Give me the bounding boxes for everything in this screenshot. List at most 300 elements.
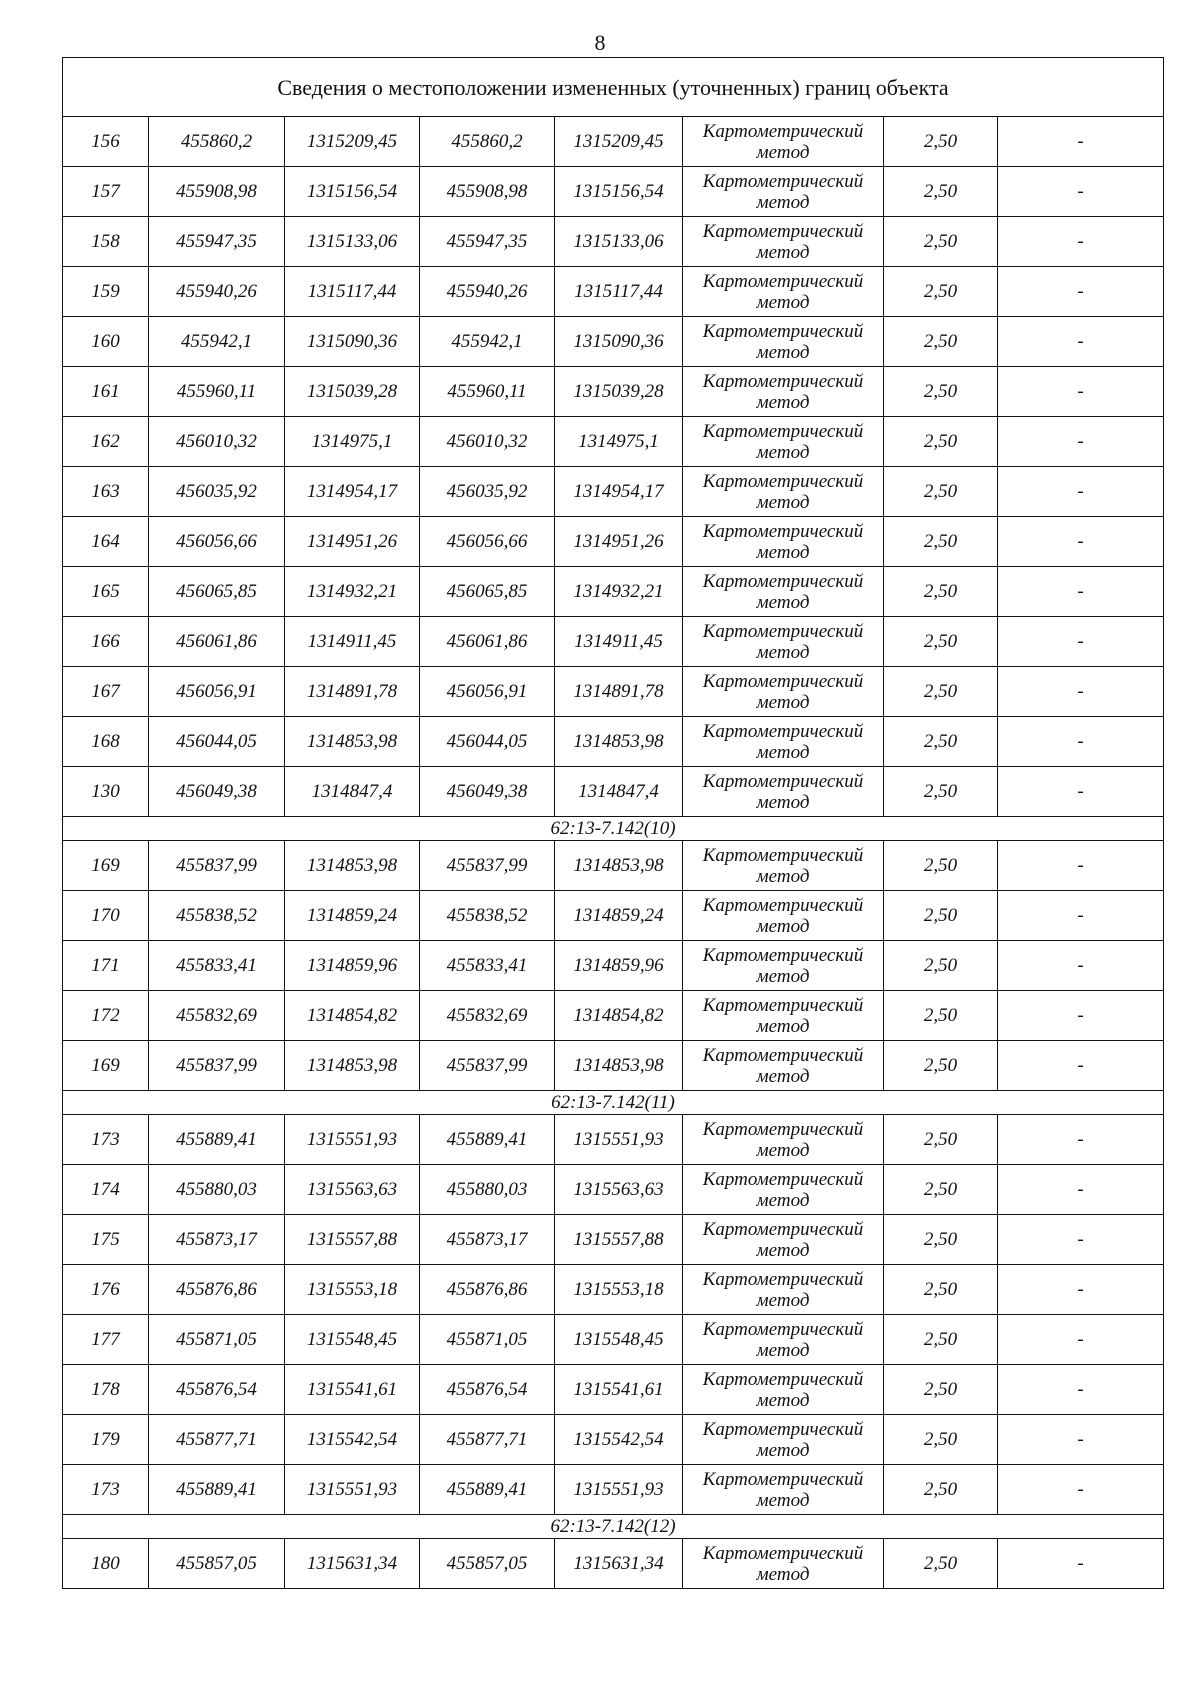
method-line-2: метод (756, 241, 810, 263)
old-y-cell: 1314847,4 (285, 767, 420, 817)
method-line-1: Картометрический (702, 620, 864, 642)
method-line-2: метод (756, 791, 810, 813)
old-y-cell: 1314975,1 (285, 417, 420, 467)
point-number-cell: 170 (63, 891, 149, 941)
point-number-cell: 157 (63, 167, 149, 217)
description-cell: - (998, 891, 1164, 941)
new-x-cell: 455942,1 (420, 317, 555, 367)
page-number: 8 (594, 30, 606, 55)
method-line-1: Картометрический (702, 1368, 864, 1390)
method-cell (683, 1041, 884, 1091)
table-row (63, 517, 1164, 567)
table-row (63, 317, 1164, 367)
description-cell: - (998, 1215, 1164, 1265)
old-y-cell: 1314853,98 (285, 1041, 420, 1091)
old-x-cell: 455833,41 (149, 941, 285, 991)
method-line-2: метод (756, 391, 810, 413)
method-line-2: метод (756, 1389, 810, 1411)
method-cell (683, 417, 884, 467)
description-cell: - (998, 467, 1164, 517)
method-line-1: Картометрический (702, 220, 864, 242)
old-x-cell: 455832,69 (149, 991, 285, 1041)
description-cell: - (998, 1265, 1164, 1315)
section-label: 62:13-7.142(11) (63, 1091, 1164, 1115)
method-line-1: Картометрический (702, 170, 864, 192)
table-row (63, 617, 1164, 667)
method-line-1: Картометрический (702, 670, 864, 692)
method-line-1: Картометрический (702, 1542, 864, 1564)
method-line-2: метод (756, 641, 810, 663)
table-row (63, 267, 1164, 317)
old-y-cell: 1314891,78 (285, 667, 420, 717)
accuracy-cell: 2,50 (884, 941, 998, 991)
method-line-2: метод (756, 491, 810, 513)
table-row (63, 767, 1164, 817)
new-y-cell: 1314932,21 (555, 567, 683, 617)
old-x-cell: 455877,71 (149, 1415, 285, 1465)
old-x-cell: 455880,03 (149, 1165, 285, 1215)
old-y-cell: 1315548,45 (285, 1315, 420, 1365)
method-cell (683, 517, 884, 567)
accuracy-cell: 2,50 (884, 617, 998, 667)
new-x-cell: 455876,86 (420, 1265, 555, 1315)
method-cell (683, 941, 884, 991)
point-number-cell: 173 (63, 1115, 149, 1165)
point-number-cell: 159 (63, 267, 149, 317)
method-cell (683, 991, 884, 1041)
method-cell (683, 1215, 884, 1265)
old-x-cell: 455837,99 (149, 1041, 285, 1091)
new-x-cell: 455940,26 (420, 267, 555, 317)
new-x-cell: 455838,52 (420, 891, 555, 941)
new-x-cell: 455876,54 (420, 1365, 555, 1415)
description-cell: - (998, 567, 1164, 617)
description-cell: - (998, 267, 1164, 317)
new-y-cell: 1315541,61 (555, 1365, 683, 1415)
new-y-cell: 1315156,54 (555, 167, 683, 217)
table-title: Сведения о местоположении измененных (уточненных) границ объекта (63, 58, 1164, 117)
method-cell (683, 1115, 884, 1165)
new-y-cell: 1315563,63 (555, 1165, 683, 1215)
table-row (63, 841, 1164, 891)
old-y-cell: 1315156,54 (285, 167, 420, 217)
method-line-1: Картометрический (702, 320, 864, 342)
table-row (63, 467, 1164, 517)
accuracy-cell: 2,50 (884, 1465, 998, 1515)
old-x-cell: 455838,52 (149, 891, 285, 941)
new-x-cell: 456049,38 (420, 767, 555, 817)
new-y-cell: 1315542,54 (555, 1415, 683, 1465)
method-line-2: метод (756, 741, 810, 763)
new-y-cell: 1314911,45 (555, 617, 683, 667)
old-y-cell: 1315551,93 (285, 1465, 420, 1515)
point-number-cell: 166 (63, 617, 149, 667)
accuracy-cell: 2,50 (884, 1539, 998, 1589)
accuracy-cell: 2,50 (884, 1041, 998, 1091)
method-line-2: метод (756, 1015, 810, 1037)
old-x-cell: 455960,11 (149, 367, 285, 417)
new-x-cell: 455880,03 (420, 1165, 555, 1215)
description-cell: - (998, 367, 1164, 417)
old-y-cell: 1315117,44 (285, 267, 420, 317)
section-header-row (63, 1515, 1164, 1539)
new-x-cell: 455908,98 (420, 167, 555, 217)
new-x-cell: 455871,05 (420, 1315, 555, 1365)
method-line-1: Картометрический (702, 520, 864, 542)
description-cell: - (998, 991, 1164, 1041)
method-line-2: метод (756, 591, 810, 613)
new-y-cell: 1315551,93 (555, 1465, 683, 1515)
point-number-cell: 174 (63, 1165, 149, 1215)
method-line-2: метод (756, 441, 810, 463)
old-y-cell: 1314859,96 (285, 941, 420, 991)
new-y-cell: 1315553,18 (555, 1265, 683, 1315)
description-cell: - (998, 841, 1164, 891)
old-x-cell: 456065,85 (149, 567, 285, 617)
old-y-cell: 1315090,36 (285, 317, 420, 367)
method-line-1: Картометрический (702, 994, 864, 1016)
new-y-cell: 1315548,45 (555, 1315, 683, 1365)
method-line-1: Картометрический (702, 1218, 864, 1240)
method-line-1: Картометрический (702, 270, 864, 292)
point-number-cell: 163 (63, 467, 149, 517)
table-row (63, 367, 1164, 417)
accuracy-cell: 2,50 (884, 1265, 998, 1315)
old-y-cell: 1314911,45 (285, 617, 420, 667)
table-body (63, 58, 1164, 1589)
point-number-cell: 176 (63, 1265, 149, 1315)
method-cell (683, 1415, 884, 1465)
point-number-cell: 180 (63, 1539, 149, 1589)
new-x-cell: 455860,2 (420, 117, 555, 167)
description-cell: - (998, 617, 1164, 667)
new-x-cell: 456056,66 (420, 517, 555, 567)
old-x-cell: 455873,17 (149, 1215, 285, 1265)
method-line-2: метод (756, 865, 810, 887)
table-row (63, 667, 1164, 717)
description-cell: - (998, 1465, 1164, 1515)
old-y-cell: 1315542,54 (285, 1415, 420, 1465)
point-number-cell: 179 (63, 1415, 149, 1465)
old-y-cell: 1315039,28 (285, 367, 420, 417)
new-y-cell: 1315551,93 (555, 1115, 683, 1165)
old-y-cell: 1315553,18 (285, 1265, 420, 1315)
table-row (63, 1041, 1164, 1091)
table-row (63, 1415, 1164, 1465)
accuracy-cell: 2,50 (884, 517, 998, 567)
accuracy-cell: 2,50 (884, 317, 998, 367)
method-line-2: метод (756, 1289, 810, 1311)
method-line-2: метод (756, 191, 810, 213)
new-x-cell: 455877,71 (420, 1415, 555, 1465)
table-row (63, 1365, 1164, 1415)
new-y-cell: 1314891,78 (555, 667, 683, 717)
old-y-cell: 1314932,21 (285, 567, 420, 617)
description-cell: - (998, 1415, 1164, 1465)
accuracy-cell: 2,50 (884, 417, 998, 467)
new-x-cell: 456010,32 (420, 417, 555, 467)
description-cell: - (998, 1041, 1164, 1091)
new-y-cell: 1314853,98 (555, 717, 683, 767)
table-row (63, 217, 1164, 267)
method-cell (683, 267, 884, 317)
method-line-1: Картометрический (702, 1168, 864, 1190)
accuracy-cell: 2,50 (884, 717, 998, 767)
description-cell: - (998, 941, 1164, 991)
method-cell (683, 1165, 884, 1215)
new-x-cell: 456061,86 (420, 617, 555, 667)
new-y-cell: 1314847,4 (555, 767, 683, 817)
table-row (63, 117, 1164, 167)
accuracy-cell: 2,50 (884, 367, 998, 417)
description-cell: - (998, 1365, 1164, 1415)
new-x-cell: 455833,41 (420, 941, 555, 991)
accuracy-cell: 2,50 (884, 567, 998, 617)
new-x-cell: 455857,05 (420, 1539, 555, 1589)
description-cell: - (998, 517, 1164, 567)
old-x-cell: 456044,05 (149, 717, 285, 767)
new-y-cell: 1315631,34 (555, 1539, 683, 1589)
accuracy-cell: 2,50 (884, 841, 998, 891)
point-number-cell: 165 (63, 567, 149, 617)
description-cell: - (998, 217, 1164, 267)
new-x-cell: 455947,35 (420, 217, 555, 267)
old-y-cell: 1314859,24 (285, 891, 420, 941)
table-row (63, 1315, 1164, 1365)
method-line-1: Картометрический (702, 420, 864, 442)
method-line-2: метод (756, 1489, 810, 1511)
new-y-cell: 1314954,17 (555, 467, 683, 517)
method-line-1: Картометрический (702, 570, 864, 592)
accuracy-cell: 2,50 (884, 217, 998, 267)
method-line-1: Картометрический (702, 1044, 864, 1066)
method-cell (683, 367, 884, 417)
method-line-2: метод (756, 965, 810, 987)
new-x-cell: 455889,41 (420, 1115, 555, 1165)
method-line-2: метод (756, 1563, 810, 1585)
method-line-1: Картометрический (702, 470, 864, 492)
old-x-cell: 456061,86 (149, 617, 285, 667)
method-cell (683, 617, 884, 667)
new-y-cell: 1314853,98 (555, 841, 683, 891)
new-y-cell: 1314975,1 (555, 417, 683, 467)
new-y-cell: 1314859,24 (555, 891, 683, 941)
old-x-cell: 455860,2 (149, 117, 285, 167)
table-row (63, 417, 1164, 467)
method-line-1: Картометрический (702, 370, 864, 392)
accuracy-cell: 2,50 (884, 167, 998, 217)
method-line-1: Картометрический (702, 894, 864, 916)
table-row (63, 167, 1164, 217)
point-number-cell: 158 (63, 217, 149, 267)
old-y-cell: 1315209,45 (285, 117, 420, 167)
method-line-2: метод (756, 1439, 810, 1461)
accuracy-cell: 2,50 (884, 891, 998, 941)
point-number-cell: 175 (63, 1215, 149, 1265)
method-line-1: Картометрический (702, 1268, 864, 1290)
description-cell: - (998, 717, 1164, 767)
old-x-cell: 455889,41 (149, 1465, 285, 1515)
table-row (63, 1165, 1164, 1215)
old-x-cell: 456056,66 (149, 517, 285, 567)
section-header-row (63, 1091, 1164, 1115)
method-line-2: метод (756, 915, 810, 937)
method-cell (683, 1365, 884, 1415)
old-x-cell: 455876,54 (149, 1365, 285, 1415)
method-line-1: Картометрический (702, 1318, 864, 1340)
method-line-1: Картометрический (702, 720, 864, 742)
description-cell: - (998, 317, 1164, 367)
method-cell (683, 1539, 884, 1589)
accuracy-cell: 2,50 (884, 1165, 998, 1215)
method-line-1: Картометрический (702, 844, 864, 866)
table-row (63, 991, 1164, 1041)
point-number-cell: 178 (63, 1365, 149, 1415)
accuracy-cell: 2,50 (884, 1315, 998, 1365)
accuracy-cell: 2,50 (884, 117, 998, 167)
old-y-cell: 1315541,61 (285, 1365, 420, 1415)
description-cell: - (998, 667, 1164, 717)
accuracy-cell: 2,50 (884, 267, 998, 317)
method-line-2: метод (756, 341, 810, 363)
old-y-cell: 1315631,34 (285, 1539, 420, 1589)
method-cell (683, 167, 884, 217)
description-cell: - (998, 167, 1164, 217)
old-x-cell: 455857,05 (149, 1539, 285, 1589)
method-cell (683, 117, 884, 167)
new-x-cell: 455889,41 (420, 1465, 555, 1515)
point-number-cell: 161 (63, 367, 149, 417)
method-line-2: метод (756, 1139, 810, 1161)
table-row (63, 1265, 1164, 1315)
method-line-1: Картометрический (702, 1418, 864, 1440)
old-x-cell: 456049,38 (149, 767, 285, 817)
method-line-1: Картометрический (702, 944, 864, 966)
method-line-1: Картометрический (702, 770, 864, 792)
accuracy-cell: 2,50 (884, 667, 998, 717)
method-cell (683, 717, 884, 767)
table-row (63, 891, 1164, 941)
new-x-cell: 455873,17 (420, 1215, 555, 1265)
section-label: 62:13-7.142(12) (63, 1515, 1164, 1539)
old-y-cell: 1314854,82 (285, 991, 420, 1041)
accuracy-cell: 2,50 (884, 991, 998, 1041)
accuracy-cell: 2,50 (884, 467, 998, 517)
old-x-cell: 455876,86 (149, 1265, 285, 1315)
table-row (63, 567, 1164, 617)
method-cell (683, 667, 884, 717)
section-header-row (63, 817, 1164, 841)
method-line-2: метод (756, 691, 810, 713)
new-y-cell: 1315090,36 (555, 317, 683, 367)
point-number-cell: 168 (63, 717, 149, 767)
accuracy-cell: 2,50 (884, 1415, 998, 1465)
old-x-cell: 455942,1 (149, 317, 285, 367)
old-y-cell: 1314954,17 (285, 467, 420, 517)
table-row (63, 1465, 1164, 1515)
new-x-cell: 455832,69 (420, 991, 555, 1041)
description-cell: - (998, 417, 1164, 467)
point-number-cell: 162 (63, 417, 149, 467)
method-line-1: Картометрический (702, 1468, 864, 1490)
point-number-cell: 167 (63, 667, 149, 717)
old-y-cell: 1315133,06 (285, 217, 420, 267)
section-label: 62:13-7.142(10) (63, 817, 1164, 841)
new-y-cell: 1314859,96 (555, 941, 683, 991)
table-row (63, 1215, 1164, 1265)
new-y-cell: 1315039,28 (555, 367, 683, 417)
method-line-1: Картометрический (702, 1118, 864, 1140)
method-cell (683, 1465, 884, 1515)
method-cell (683, 1315, 884, 1365)
old-x-cell: 456035,92 (149, 467, 285, 517)
new-x-cell: 456056,91 (420, 667, 555, 717)
old-x-cell: 455908,98 (149, 167, 285, 217)
old-y-cell: 1315551,93 (285, 1115, 420, 1165)
point-number-cell: 171 (63, 941, 149, 991)
table-row (63, 941, 1164, 991)
accuracy-cell: 2,50 (884, 767, 998, 817)
method-line-2: метод (756, 1339, 810, 1361)
old-x-cell: 456010,32 (149, 417, 285, 467)
new-y-cell: 1315117,44 (555, 267, 683, 317)
old-y-cell: 1314951,26 (285, 517, 420, 567)
table-row (63, 1115, 1164, 1165)
table-row (63, 717, 1164, 767)
point-number-cell: 130 (63, 767, 149, 817)
point-number-cell: 160 (63, 317, 149, 367)
method-cell (683, 567, 884, 617)
accuracy-cell: 2,50 (884, 1115, 998, 1165)
method-line-2: метод (756, 541, 810, 563)
old-x-cell: 455871,05 (149, 1315, 285, 1365)
point-number-cell: 156 (63, 117, 149, 167)
description-cell: - (998, 1315, 1164, 1365)
new-y-cell: 1315133,06 (555, 217, 683, 267)
new-y-cell: 1314853,98 (555, 1041, 683, 1091)
method-line-2: метод (756, 1239, 810, 1261)
description-cell: - (998, 1115, 1164, 1165)
new-y-cell: 1315557,88 (555, 1215, 683, 1265)
method-cell (683, 767, 884, 817)
accuracy-cell: 2,50 (884, 1365, 998, 1415)
method-line-1: Картометрический (702, 120, 864, 142)
old-y-cell: 1314853,98 (285, 841, 420, 891)
description-cell: - (998, 117, 1164, 167)
method-cell (683, 467, 884, 517)
old-x-cell: 455837,99 (149, 841, 285, 891)
method-cell (683, 841, 884, 891)
new-x-cell: 455837,99 (420, 841, 555, 891)
description-cell: - (998, 1539, 1164, 1589)
new-x-cell: 456044,05 (420, 717, 555, 767)
old-x-cell: 455947,35 (149, 217, 285, 267)
description-cell: - (998, 1165, 1164, 1215)
new-x-cell: 455837,99 (420, 1041, 555, 1091)
method-line-2: метод (756, 1065, 810, 1087)
boundary-coordinates-table (62, 57, 1164, 1589)
method-line-2: метод (756, 141, 810, 163)
table-row (63, 1539, 1164, 1589)
new-x-cell: 456035,92 (420, 467, 555, 517)
point-number-cell: 164 (63, 517, 149, 567)
new-y-cell: 1314951,26 (555, 517, 683, 567)
new-x-cell: 455960,11 (420, 367, 555, 417)
old-x-cell: 455940,26 (149, 267, 285, 317)
description-cell: - (998, 767, 1164, 817)
old-y-cell: 1315563,63 (285, 1165, 420, 1215)
point-number-cell: 169 (63, 1041, 149, 1091)
